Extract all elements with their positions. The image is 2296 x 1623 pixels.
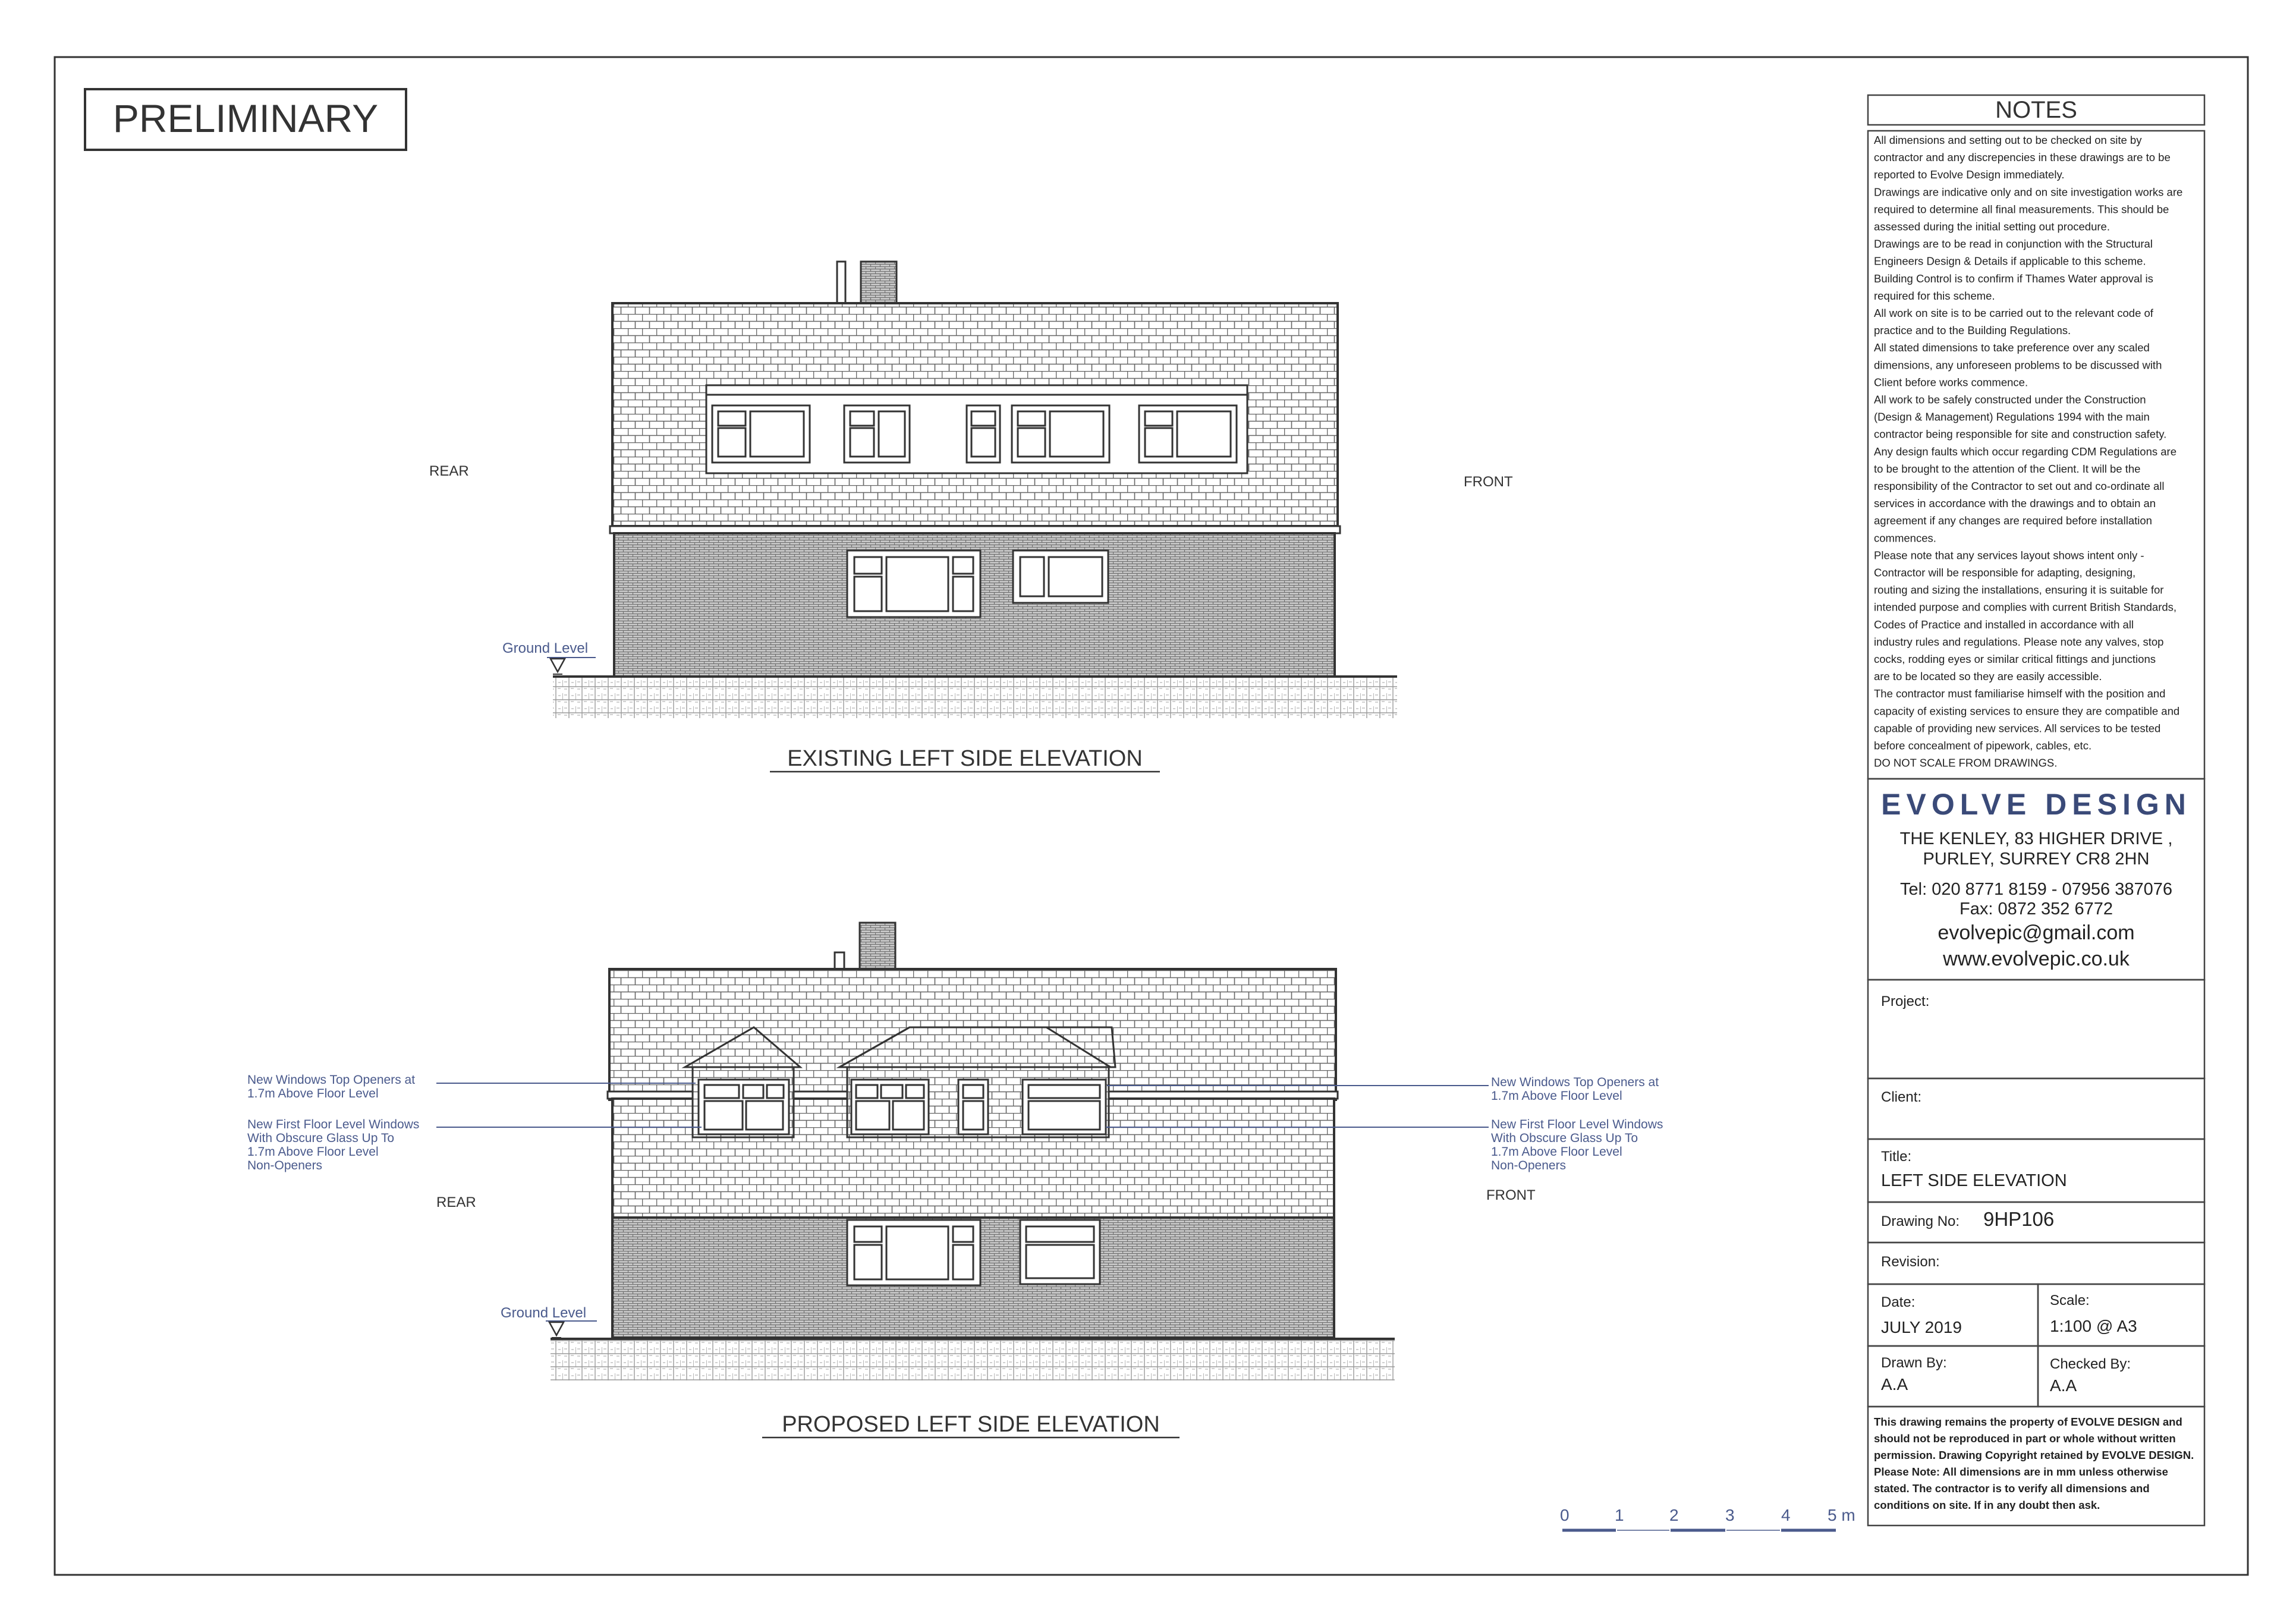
note-text: New First Floor Level Windows bbox=[1491, 1118, 1663, 1131]
text-line: All work on site is to be carried out to the relevant code of bbox=[1874, 307, 2153, 319]
text-line: agreement if any changes are required before installation bbox=[1874, 514, 2152, 527]
text-line: should not be reproduced in part or whole without written bbox=[1874, 1432, 2176, 1445]
text-line: contractor being responsible for site and construction safety. bbox=[1874, 427, 2167, 441]
text-line: Drawings are indicative only and on site investigation works are bbox=[1874, 185, 2183, 199]
text-line: before concealment of pipework, cables, etc. bbox=[1874, 739, 2092, 752]
drawn-by-value: A.A bbox=[1881, 1375, 1908, 1394]
text-line: Contractor will be responsible for adapting, designing, bbox=[1874, 566, 2136, 579]
text-line: commences. bbox=[1874, 531, 1936, 545]
note-text: Non-Openers bbox=[1491, 1159, 1567, 1172]
notes-body bbox=[1874, 134, 2182, 769]
text-line: required for this scheme. bbox=[1874, 289, 1995, 302]
note-text: Non-Openers bbox=[247, 1159, 323, 1172]
text-line: are to be located so they are easily accessible. bbox=[1874, 670, 2102, 683]
text-line: All stated dimensions to take preference over any scaled bbox=[1874, 341, 2150, 354]
note-text: With Obscure Glass Up To bbox=[247, 1131, 395, 1145]
note-text: 1.7m Above Floor Level bbox=[247, 1087, 379, 1100]
existing-elevation bbox=[429, 262, 1513, 772]
client-box bbox=[1868, 1078, 2204, 1139]
project-label: Project: bbox=[1881, 993, 1930, 1009]
text-line: intended purpose and complies with current British Standards, bbox=[1874, 600, 2177, 614]
company-address-2: PURLEY, SURREY CR8 2HN bbox=[1923, 850, 2150, 869]
ground-level-triangle-icon bbox=[551, 659, 565, 672]
ground-level-label: Ground Level bbox=[502, 640, 589, 656]
text-line: Engineers Design & Details if applicable to this scheme. bbox=[1874, 254, 2146, 268]
ground-level-label: Ground Level bbox=[501, 1305, 587, 1321]
scale-label-tb: Scale: bbox=[2050, 1292, 2090, 1309]
ground-floor-windows bbox=[847, 1220, 1100, 1285]
right-annotations bbox=[1491, 1075, 1663, 1172]
text-line: (Design & Management) Regulations 1994 with the main bbox=[1874, 410, 2150, 423]
dormer-fascia bbox=[706, 385, 1247, 395]
preliminary-stamp: PRELIMINARY bbox=[112, 96, 379, 140]
drawing-no-label: Drawing No: bbox=[1881, 1213, 1960, 1229]
revision-label: Revision: bbox=[1881, 1254, 1940, 1270]
text-line: dimensions, any unforeseen problems to be discussed with bbox=[1874, 358, 2162, 372]
ground-hatch bbox=[553, 678, 1397, 718]
text-line: All work to be safely constructed under the Construction bbox=[1874, 393, 2146, 406]
text-line: Please Note: All dimensions are in mm unless otherwise bbox=[1874, 1465, 2168, 1478]
company-web: www.evolvepic.co.uk bbox=[1943, 948, 2130, 970]
company-address-1: THE KENLEY, 83 HIGHER DRIVE , bbox=[1899, 829, 2173, 848]
text-line: The contractor must familiarise himself with the position and bbox=[1874, 687, 2166, 700]
text-line: Codes of Practice and installed in accordance with all bbox=[1874, 618, 2134, 631]
text-line: contractor and any discrepencies in these drawings are to be bbox=[1874, 151, 2171, 164]
flue-pipe bbox=[835, 952, 844, 970]
text-line: Drawings are to be read in conjunction with the Structural bbox=[1874, 237, 2153, 250]
company-name: EVOLVE DESIGN bbox=[1881, 788, 2191, 821]
text-line: services in accordance with the drawings and to obtain an bbox=[1874, 497, 2156, 510]
text-line: This drawing remains the property of EVOLVE DESIGN and bbox=[1874, 1416, 2182, 1428]
text-line: Building Control is to confirm if Thames Water approval is bbox=[1874, 272, 2153, 285]
text-line: conditions on site. If in any doubt then ask. bbox=[1874, 1499, 2100, 1511]
client-label: Client: bbox=[1881, 1089, 1922, 1105]
front-label: FRONT bbox=[1486, 1187, 1536, 1203]
checked-by-label: Checked By: bbox=[2050, 1356, 2131, 1372]
ground-level-triangle-icon bbox=[549, 1322, 564, 1335]
text-line: reported to Evolve Design immediately. bbox=[1874, 168, 2065, 181]
left-annotations bbox=[247, 1073, 419, 1172]
front-label: FRONT bbox=[1464, 474, 1513, 490]
dormer-windows bbox=[712, 405, 1237, 463]
drawing-no-value: 9HP106 bbox=[1983, 1208, 2055, 1230]
company-tel: Tel: 020 8771 8159 - 07956 387076 bbox=[1900, 880, 2172, 899]
title-box bbox=[1868, 1139, 2204, 1202]
text-line: required to determine all final measurements. This should be bbox=[1874, 203, 2169, 216]
scale-bar bbox=[1560, 1506, 1855, 1530]
text-line: industry rules and regulations. Please note any valves, stop bbox=[1874, 635, 2164, 648]
text-line: assessed during the initial setting out procedure. bbox=[1874, 220, 2110, 233]
scale-value: 1:100 @ A3 bbox=[2050, 1317, 2137, 1335]
company-email: evolvepic@gmail.com bbox=[1938, 921, 2135, 944]
text-line: routing and sizing the installations, ensuring it is suitable for bbox=[1874, 583, 2164, 596]
date-box bbox=[1868, 1284, 2038, 1346]
scale-label: 4 bbox=[1781, 1506, 1791, 1524]
notes-heading: NOTES bbox=[1995, 97, 2077, 123]
elevation-caption: PROPOSED LEFT SIDE ELEVATION bbox=[782, 1412, 1160, 1437]
date-value: JULY 2019 bbox=[1881, 1318, 1962, 1336]
scale-label: 2 bbox=[1669, 1506, 1679, 1524]
rear-label: REAR bbox=[436, 1194, 476, 1210]
text-line: Any design faults which occur regarding CDM Regulations are bbox=[1874, 445, 2177, 458]
elevation-caption: EXISTING LEFT SIDE ELEVATION bbox=[787, 746, 1143, 771]
note-text: 1.7m Above Floor Level bbox=[1491, 1145, 1622, 1159]
date-label: Date: bbox=[1881, 1294, 1916, 1310]
new-first-floor-windows bbox=[699, 1080, 1106, 1134]
scale-label: 1 bbox=[1615, 1506, 1624, 1524]
note-text: New Windows Top Openers at bbox=[247, 1073, 416, 1087]
text-line: practice and to the Building Regulations. bbox=[1874, 324, 2071, 337]
text-line: capacity of existing services to ensure they are compatible and bbox=[1874, 704, 2180, 718]
copyright-notice bbox=[1874, 1416, 2194, 1511]
title-value: LEFT SIDE ELEVATION bbox=[1881, 1171, 2067, 1190]
text-line: All dimensions and setting out to be checked on site by bbox=[1874, 134, 2142, 146]
ground-hatch bbox=[551, 1340, 1395, 1380]
text-line: cocks, rodding eyes or similar critical fittings and junctions bbox=[1874, 653, 2156, 665]
text-line: Please note that any services layout shows intent only - bbox=[1874, 549, 2144, 562]
rear-label: REAR bbox=[429, 463, 469, 479]
note-text: New First Floor Level Windows bbox=[247, 1118, 420, 1131]
drawn-by-label: Drawn By: bbox=[1881, 1355, 1947, 1371]
note-text: With Obscure Glass Up To bbox=[1491, 1131, 1638, 1145]
checked-by-value: A.A bbox=[2050, 1376, 2077, 1395]
text-line: stated. The contractor is to verify all dimensions and bbox=[1874, 1482, 2150, 1495]
company-fax: Fax: 0872 352 6772 bbox=[1960, 899, 2113, 919]
note-text: New Windows Top Openers at bbox=[1491, 1075, 1659, 1089]
scale-label: 5 m bbox=[1828, 1506, 1855, 1524]
text-line: capable of providing new services. All services to be tested bbox=[1874, 722, 2161, 735]
proposed-elevation bbox=[247, 923, 1663, 1438]
text-line: to be brought to the attention of the Client. It will be the bbox=[1874, 462, 2141, 475]
note-text: 1.7m Above Floor Level bbox=[247, 1145, 379, 1159]
text-line: permission. Drawing Copyright retained by EVOLVE DESIGN. bbox=[1874, 1449, 2194, 1461]
text-line: Client before works commence. bbox=[1874, 376, 2028, 389]
scale-label: 3 bbox=[1725, 1506, 1735, 1524]
note-text: 1.7m Above Floor Level bbox=[1491, 1089, 1622, 1103]
title-label: Title: bbox=[1881, 1149, 1912, 1165]
flue-pipe bbox=[837, 262, 845, 303]
text-line: DO NOT SCALE FROM DRAWINGS. bbox=[1874, 756, 2058, 769]
text-line: responsibility of the Contractor to set out and co-ordinate all bbox=[1874, 480, 2165, 492]
scale-label: 0 bbox=[1560, 1506, 1570, 1524]
